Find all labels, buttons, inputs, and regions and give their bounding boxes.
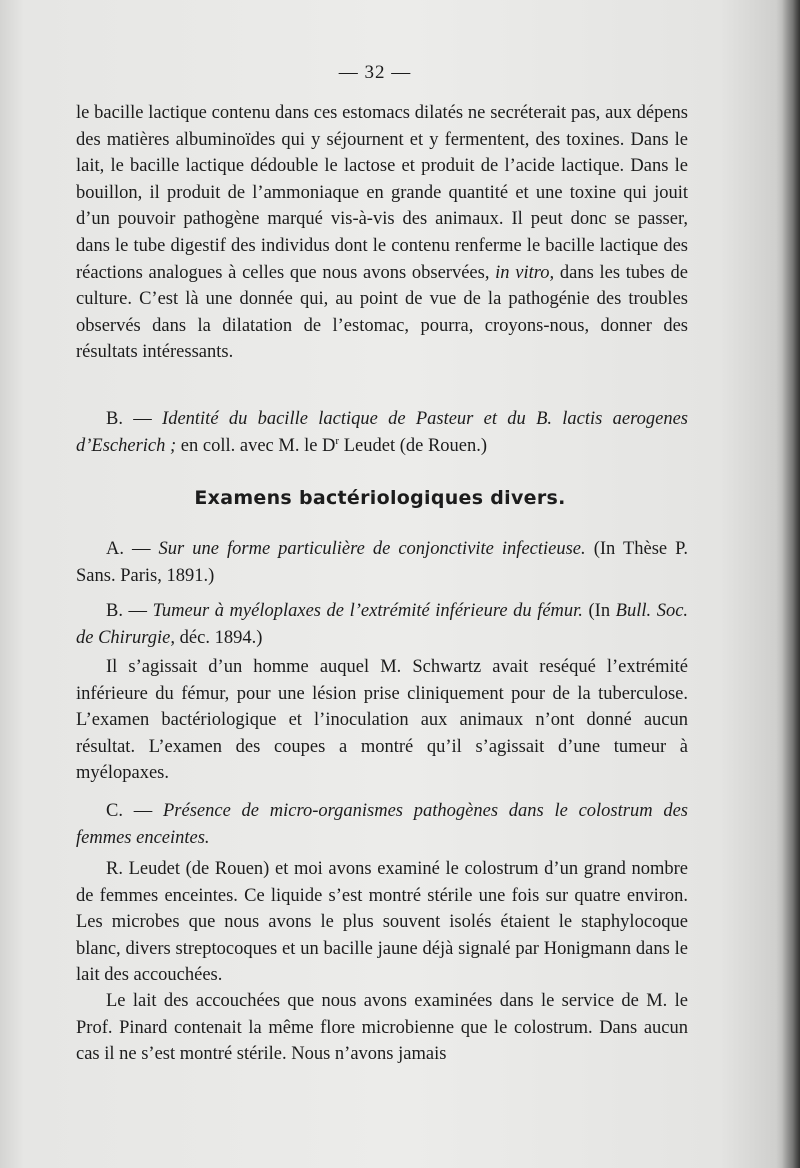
paragraph-text: le bacille lactique contenu dans ces estomacs dilatés ne secréterait pas, aux dépens des matières albuminoïdes qui y séjournent et y fermentent, des toxines. Dans le lait, le bacille lactique dédouble le lactose et produit de l’acide lactique. Dans le bouillon, il produit de l’ammoniaque en grande quantité et une toxine qui jouit d’un pouvoir pathogène marqué vis-à-vis des animaux. Il peut donc se passer, dans le tube digestif des individus dont le contenu renferme le bacille lactique des réactions analogues à celles que nous avons observées, xyxy=(76,103,688,283)
paragraph-text-end: dans les tubes de culture. C’est là une donnée qui, au point de vue de la pathogénie des troubles observés dans la dilatation de l’estomac, pourra, croyons-nous, donner des résultats intéressants. xyxy=(76,262,688,363)
item-b-tumeur xyxy=(76,598,688,651)
item-label: A. — xyxy=(106,539,151,559)
item-text-2: Leudet (de Rouen.) xyxy=(343,435,488,456)
item-date: déc. 1894.) xyxy=(179,627,263,648)
item-superscript: r xyxy=(335,434,340,447)
item-c-colostrum xyxy=(76,798,688,851)
item-title: Présence de micro-organismes pathogènes dans le colostrum des femmes enceintes. xyxy=(76,801,688,848)
section-heading: Examens bactériologiques divers. xyxy=(194,487,566,509)
item-in: (In xyxy=(588,601,611,621)
item-label: B. — xyxy=(106,409,152,429)
item-reference: Bull. Soc. de Chirurgie, xyxy=(76,601,689,648)
paragraph-italic: in vitro, xyxy=(495,262,555,283)
item-b-identite xyxy=(76,406,688,459)
item-title: Sur une forme particulière de conjonctivite infectieuse. xyxy=(158,539,586,559)
item-a-conjonctivite xyxy=(76,536,688,589)
paragraph-bacille-lactique xyxy=(76,100,688,366)
paragraph-lait-accouchees: Le lait des accouchées que nous avons examinées dans le service de M. le Prof. Pinard contenait la même flore microbienne que le colostrum. Dans aucun cas il ne s’est montré stérile. Nous n’avons jamais xyxy=(76,991,688,1065)
item-title: Identité du bacille lactique de Pasteur et du B. lactis aerogenes d’Escherich ; xyxy=(76,409,688,456)
item-label: C. — xyxy=(106,801,153,821)
page-number: — 32 — xyxy=(338,62,412,83)
paragraph-schwartz: Il s’agissait d’un homme auquel M. Schwartz avait reséqué l’extrémité inférieure du fémur, pour une lésion prise cliniquement pour de la tuberculose. L’examen bactériologique et l’inoculation aux animaux n’ont donné aucun résultat. L’examen des coupes a montré qu’il s’agissait d’une tumeur à myélopaxes. xyxy=(76,657,688,784)
item-text: en coll. avec M. le D xyxy=(180,435,336,456)
page-edge-shadow xyxy=(782,0,800,1168)
item-text: (In Thèse P. Sans. Paris, 1891.) xyxy=(76,539,689,586)
item-label: B. — xyxy=(106,601,148,621)
paragraph-leudet: R. Leudet (de Rouen) et moi avons examiné le colostrum d’un grand nombre de femmes enceintes. Ce liquide s’est montré stérile une fois sur quatre environ. Les microbes que nous avons le plus souvent isolés étaient le staphylocoque blanc, divers streptocoques et un bacille jaune déjà signalé par Honigmann dans le lait des accouchées. xyxy=(76,859,688,986)
item-title: Tumeur à myéloplaxes de l’extrémité inférieure du fémur. xyxy=(152,601,583,621)
